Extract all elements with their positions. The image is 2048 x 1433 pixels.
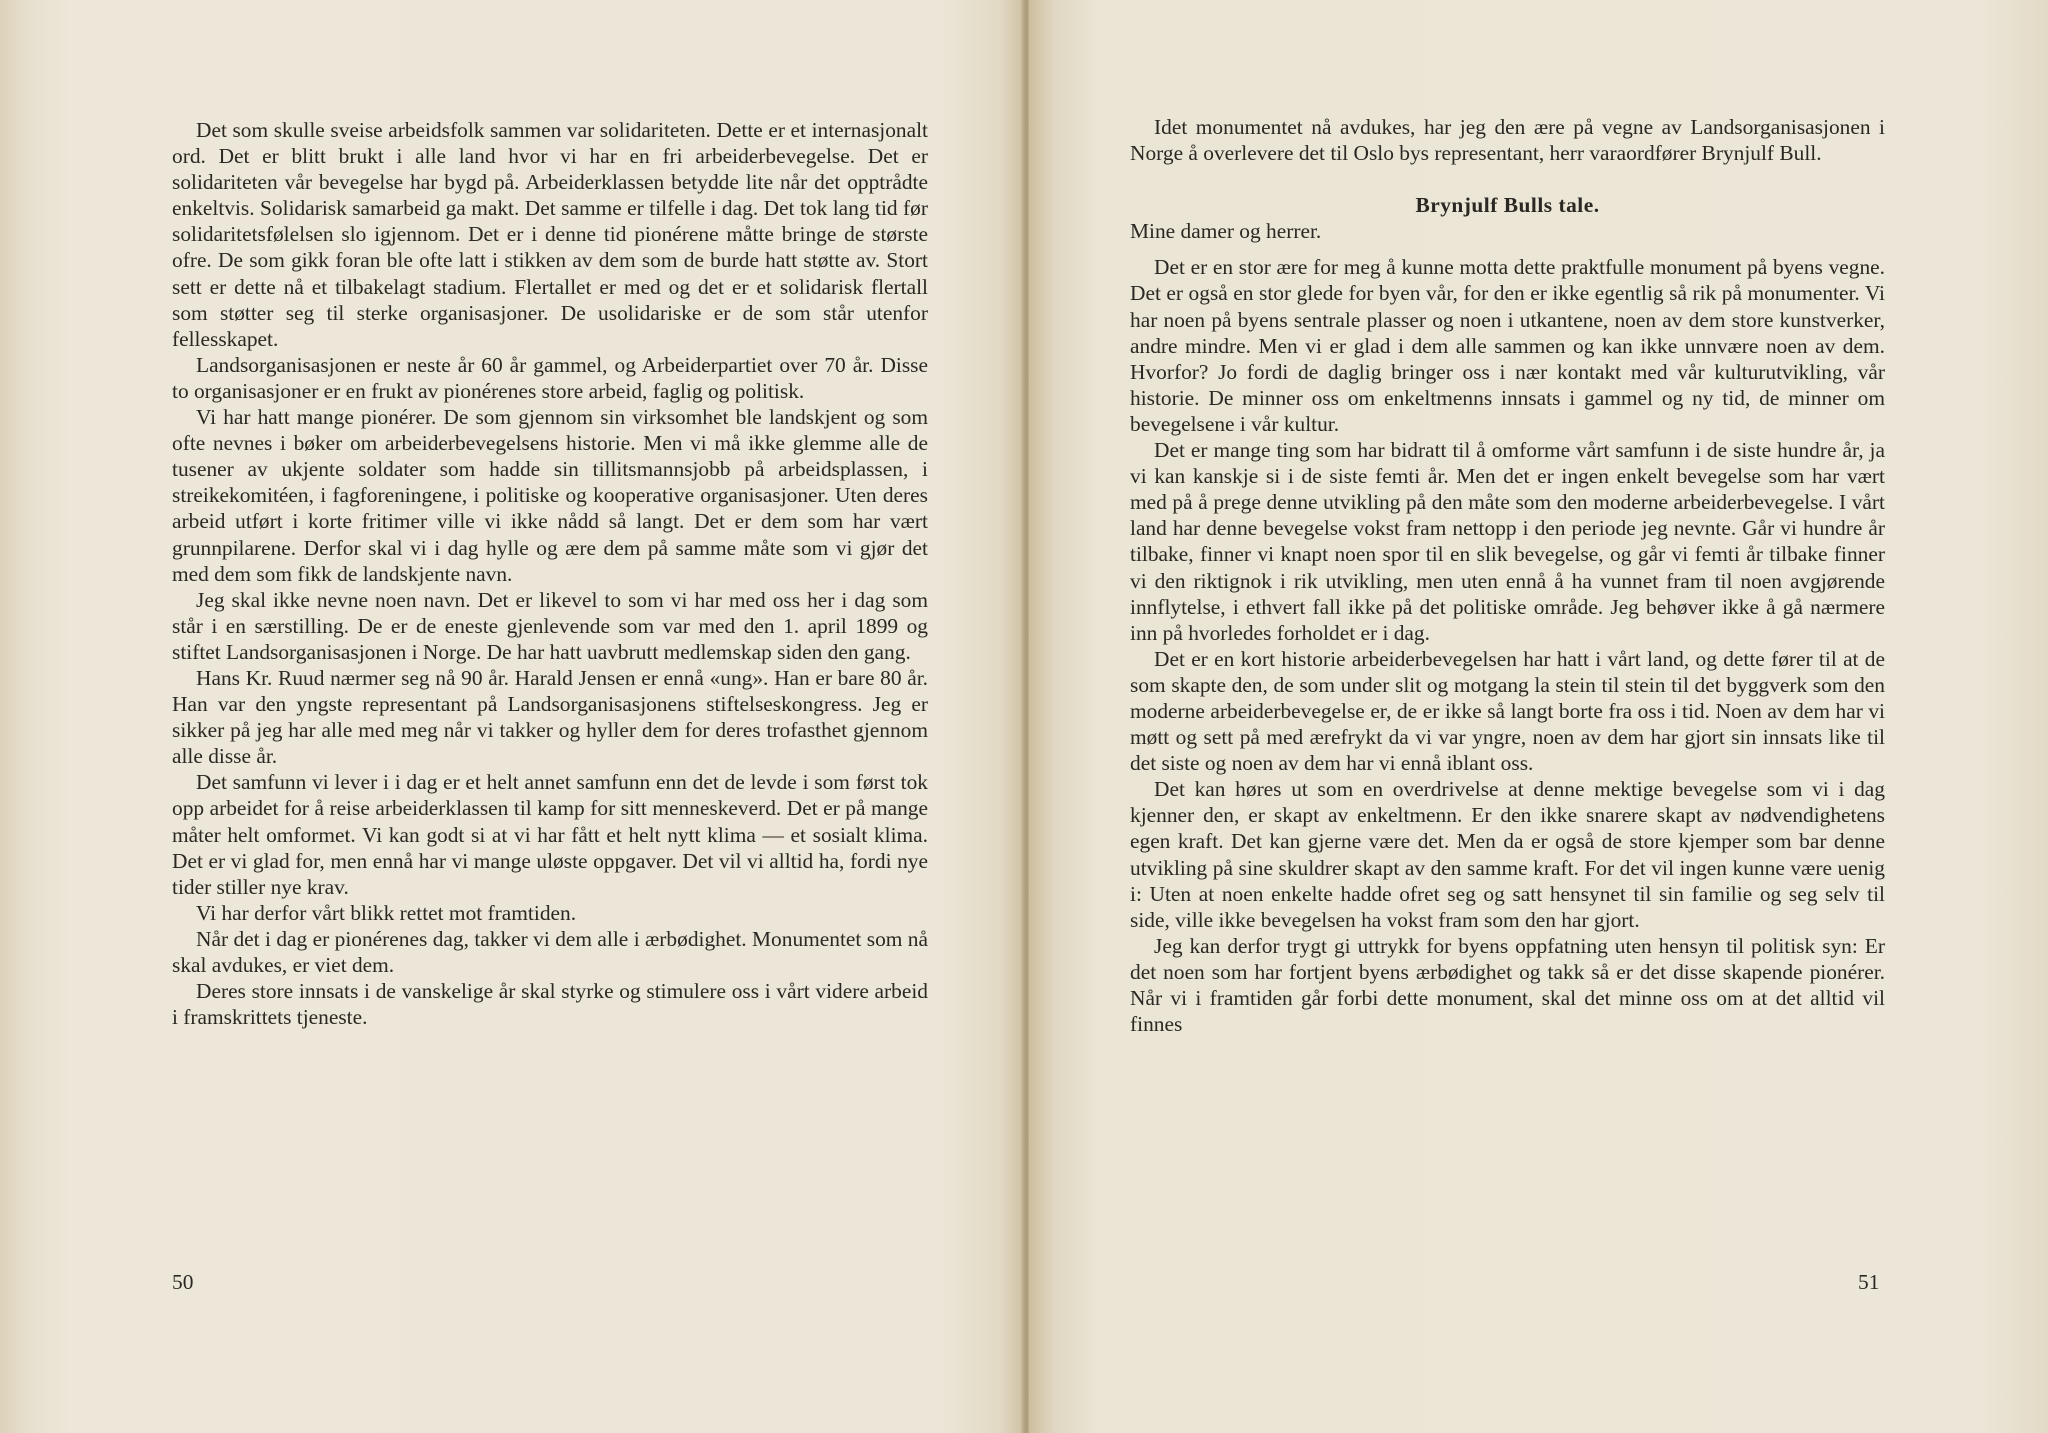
paragraph: Det som skulle sveise arbeidsfolk sammen var solidariteten. Dette er et internasjonalt ord. Det er blitt brukt i alle land hvor vi har en fri arbeiderbevegelse. Det er solidariteten vår bevegelse har bygd på. Arbeiderklassen betydde lite når det opptrådte enkeltvis. Solidarisk samarbeid ga makt. Det samme er tilfelle i dag. Det tok lang tid før solidaritetsfølelsen slo igjennom. Det er i denne tid pionérene måtte bringe de største ofre. De som gikk foran ble ofte latt i stikken av dem som de burde hatt støtte av. Stort sett er dette nå et tilbakelagt stadium. Flertallet er med og det er et solidarisk flertall som støtter seg til sterke organisasjoner. De usolidariske er de som står utenfor fellesskapet. [172, 118, 928, 351]
left-page-body [172, 117, 928, 1030]
paragraph: Når det i dag er pionérenes dag, takker vi dem alle i ærbødighet. Monumentet som nå skal avdukes, er viet dem. [172, 926, 928, 977]
paragraph: Det er en stor ære for meg å kunne motta dette praktfulle monument på byens vegne. Det er også en stor glede for byen vår, for den er ikke egentlig så rik på monumenter. Vi har noen på byens sentrale plasser og noen i utkantene, noen av dem store kunstverker, andre mindre. Men vi er glad i dem alle sammen og kan ikke unnvære noen av dem. Hvorfor? Jo fordi de daglig bringer oss i nær kontakt med vår kulturutvikling, vår historie. De minner oss om enkeltmenns innsats i gammel og ny tid, de minner om bevegelsene i vår kultur. [1130, 255, 1885, 436]
right-page [1029, 0, 2048, 1433]
speech-heading: Brynjulf Bulls tale. [1415, 193, 1600, 218]
left-page [0, 0, 1023, 1433]
page-number: 50 [172, 1270, 194, 1294]
page-number: 51 [1858, 1270, 1880, 1294]
paragraph: Jeg kan derfor trygt gi uttrykk for byens oppfatning uten hensyn til politisk syn: Er det noen som har fortjent byens ærbødighet og takk så er det disse skapende pionérer. Når vi i framtiden går forbi dette monument, skal det minne oss om at det alltid vil finnes [1130, 933, 1885, 1037]
intro-paragraph: Idet monumentet nå avdukes, har jeg den ære på vegne av Landsorganisasjonen i Norge å overlevere det til Oslo bys representant, herr varaordfører Brynjulf Bull. [1130, 115, 1885, 166]
paragraph: Jeg skal ikke nevne noen navn. Det er likevel to som vi har med oss her i dag som står i en særstilling. De er de eneste gjenlevende som var med den 1. april 1899 og stiftet Landsorganisasjonen i Norge. De har hatt uavbrutt medlemskap siden den gang. [172, 587, 928, 664]
paragraph: Vi har hatt mange pionérer. De som gjennom sin virksomhet ble landskjent og som ofte nevnes i bøker om arbeiderbevegelsens historie. Men vi må ikke glemme alle de tusener av ukjente soldater som hadde sin tillitsmannsjobb på arbeidsplassen, i streikekomitéen, i fagforeningene, i politiske og kooperative organisasjoner. Uten deres arbeid utført i korte fritimer ville vi ikke nådd så langt. Det er dem som har vært grunnpilarene. Derfor skal vi i dag hylle og ære dem på samme måte som vi gjør det med dem som fikk de landskjente navn. [172, 405, 928, 586]
right-page-body [1130, 114, 1885, 1037]
paragraph: Hans Kr. Ruud nærmer seg nå 90 år. Harald Jensen er ennå «ung». Han er bare 80 år. Han var den yngste representant på Landsorganisasjonens stiftelseskongress. Jeg er sikker på jeg har alle med meg når vi takker og hyller dem for deres trofasthet gjennom alle disse år. [172, 665, 928, 769]
paragraph: Vi har derfor vårt blikk rettet mot framtiden. [196, 900, 577, 925]
salutation: Mine damer og herrer. [1130, 219, 1322, 244]
paragraph: Det samfunn vi lever i i dag er et helt annet samfunn enn det de levde i som først tok opp arbeidet for å reise arbeiderklassen til kamp for sitt menneskeverd. Det er på mange måter helt omformet. Vi kan godt si at vi har fått et helt nytt klima — et sosialt klima. Det er vi glad for, men ennå har vi mange uløste oppgaver. Det vil vi alltid ha, fordi nye tider stiller nye krav. [172, 770, 928, 899]
paragraph: Landsorganisasjonen er neste år 60 år gammel, og Arbeiderpartiet over 70 år. Disse to organisasjoner er en frukt av pionérenes store arbeid, faglig og politisk. [172, 352, 928, 403]
paragraph: Det er mange ting som har bidratt til å omforme vårt samfunn i de siste hundre år, ja vi kan kanskje si i de siste femti år. Men det er ingen enkelt bevegelse som har vært med på å prege denne utvikling på den måte som den moderne arbeiderbevegelse. I vårt land har denne bevegelse vokst fram nettopp i den periode jeg nevnte. Går vi hundre år tilbake, finner vi knapt noen spor til en slik bevegelse, og går vi femti år tilbake finner vi den riktignok i rik utvikling, men uten ennå å ha vunnet fram til noen avgjørende innflytelse, i ethvert fall ikke på det politiske område. Jeg behøver ikke å gå nærmere inn på hvorledes forholdet er i dag. [1130, 438, 1885, 645]
paragraph: Deres store innsats i de vanskelige år skal styrke og stimulere oss i vårt videre arbeid i framskrittets tjeneste. [172, 979, 928, 1030]
paragraph: Det kan høres ut som en overdrivelse at denne mektige bevegelse som vi i dag kjenner den, er skapt av enkeltmenn. Er den ikke snarere skapt av nødvendighetens egen kraft. Det kan gjerne være det. Men da er også de store kjemper som bar denne utvikling på sine skuldrer skapt av den samme kraft. For det vil ingen kunne være uenig i: Uten at noen enkelte hadde ofret seg og satt hensynet til sin familie og seg selv til side, ville ikke bevegelsen ha vokst fram som den har gjort. [1130, 777, 1885, 932]
paragraph: Det er en kort historie arbeiderbevegelsen har hatt i vårt land, og dette fører til at de som skapte den, de som under slit og motgang la stein til stein til det byggverk som den moderne arbeiderbevegelse er, de er ikke så langt borte fra oss i tid. Noen av dem har vi møtt og sett på med ærefrykt da vi var yngre, noen av dem har gjort sin innsats like til det siste og noen av dem har vi ennå iblant oss. [1130, 646, 1885, 776]
